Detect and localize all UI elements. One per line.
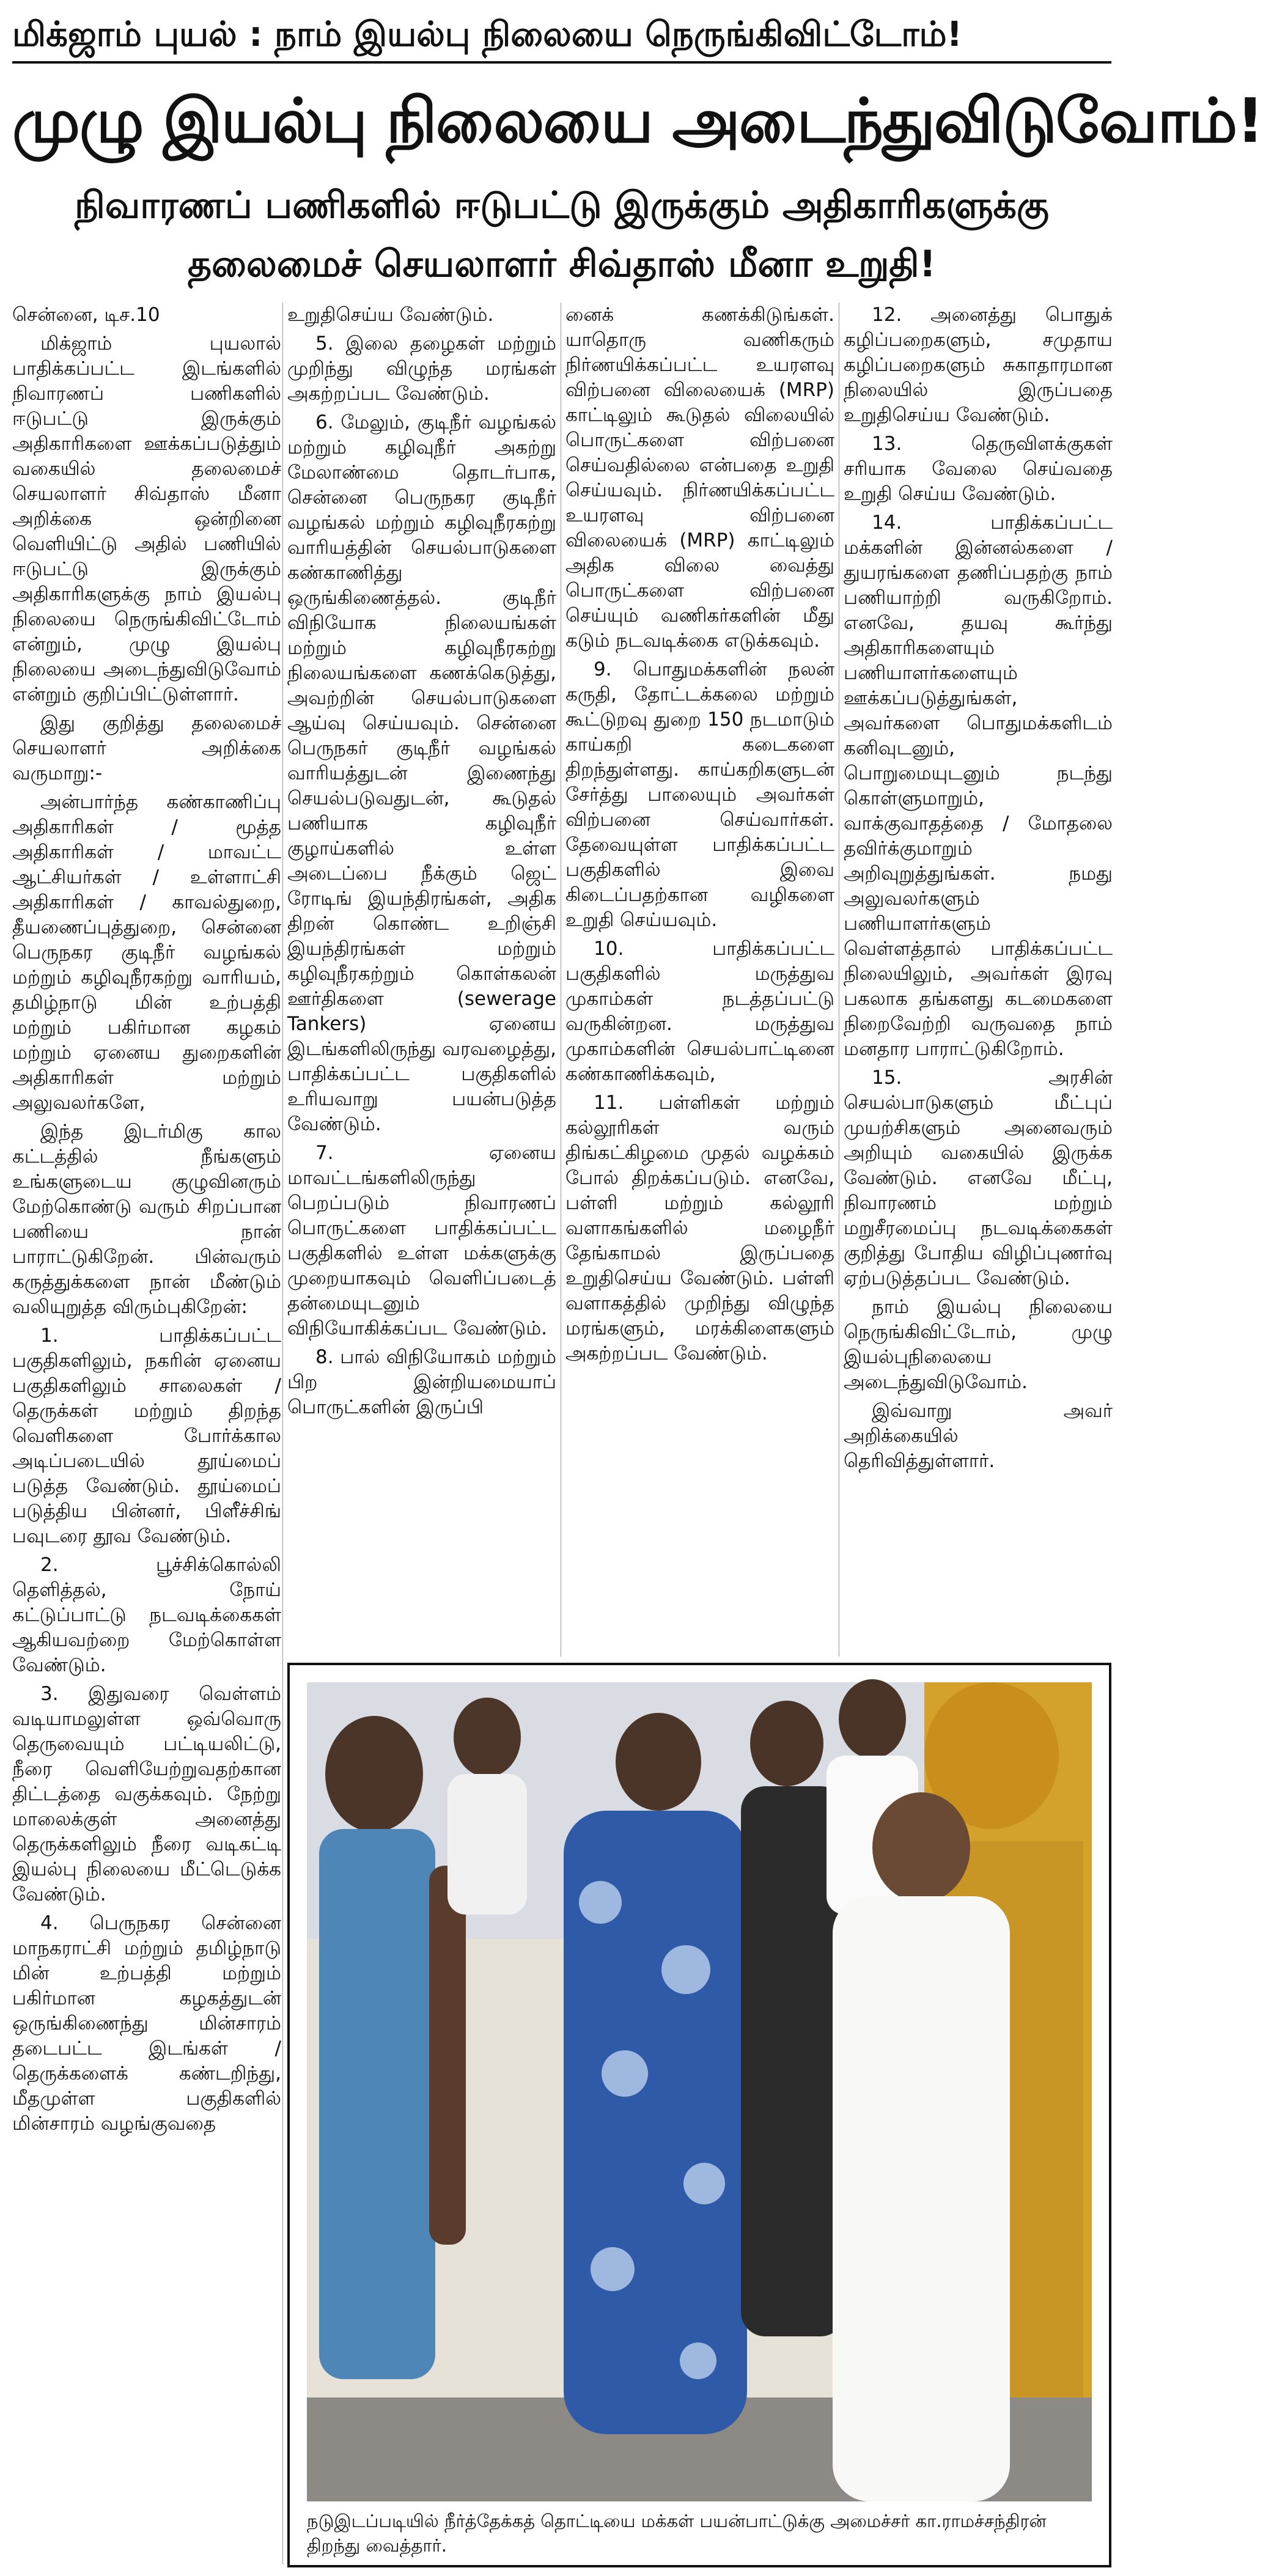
- kicker-headline: மிக்ஜாம் புயல் : நாம் இயல்பு நிலையை நெருங்கிவிட்டோம்!: [12, 9, 1111, 64]
- paragraph: நாம் இயல்பு நிலையை நெருங்கிவிட்டோம், முழு இயல்புநிலையை அடைந்துவிடுவோம்.: [844, 1296, 1113, 1393]
- paragraph: 6. மேலும், குடிநீர் வழங்கல் மற்றும் கழிவுநீர் அகற்று மேலாண்மை தொடர்பாக, சென்னை பெருநகர குடிநீர் வழங்கல் மற்றும் கழிவுநீரகற்று வாரியத்தின் செயல்பாடுகளை கண்காணித்து ஒருங்கிணைத்தல். குடிநீர் விநியோக நிலையங்கள் மற்றும் கழிவுநீரகற்று நிலையங்களை கணக்கெடுத்து, அவற்றின் செயல்பாடுகளை ஆய்வு செய்யவும். சென்னை பெருநகர் குடிநீர் வழங்கல் வாரியத்துடன் இணைந்து செயல்படுவதுடன், கூடுதல் பணியாக கழிவுநீர் குழாய்களில் உள்ள அடைப்பை நீக்கும் ஜெட் ரோடிங் இயந்திரங்கள், அதிக திறன் கொண்ட உறிஞ்சி இயந்திரங்கள் மற்றும் கழிவுநீரகற்றும் கொள்கலன் ஊர்திகளை (sewerage Tankers) ஏனைய இடங்களிலிருந்து வரவழைத்து, பாதிக்கப்பட்ட பகுதிகளில் உரியவாறு பயன்படுத்த வேண்டும்.: [287, 411, 556, 1135]
- column-rule: [282, 303, 283, 2564]
- article-column-2: [287, 303, 556, 1647]
- dateline: சென்னை, டிச.10: [12, 304, 160, 326]
- article-column-1: [12, 303, 281, 2558]
- paragraph: 7. ஏனைய மாவட்டங்களிலிருந்து பெறப்படும் நிவாரணப் பொருட்களை பாதிக்கப்பட்ட பகுதிகளில் உள்ள மக்களுக்கு முறையாகவும் வெளிப்படைத் தன்மையுடனும் விநியோகிக்கப்பட வேண்டும்.: [287, 1142, 556, 1339]
- subhead-line-1: நிவாரணப் பணிகளில் ஈடுபட்டு இருக்கும் அதிகாரிகளுக்கு: [75, 184, 1049, 227]
- paragraph: உறுதிசெய்ய வேண்டும்.: [287, 304, 494, 326]
- paragraph: அன்பார்ந்த கண்காணிப்பு அதிகாரிகள் / மூத்த அதிகாரிகள் / மாவட்ட ஆட்சியர்கள் / உள்ளாட்சி அதிகாரிகள் / காவல்துறை, தீயணைப்புத்துறை, சென்னை பெருநகர குடிநீர் வழங்கல் மற்றும் கழிவுநீரகற்று வாரியம், தமிழ்நாடு மின் உற்பத்தி மற்றும் பகிர்மான கழகம் மற்றும் ஏனைய துறைகளின் அதிகாரிகள் மற்றும் அலுவலர்களே,: [12, 791, 281, 1114]
- paragraph: 13. தெருவிளக்குகள் சரியாக வேலை செய்வதை உறுதி செய்ய வேண்டும்.: [844, 433, 1113, 505]
- paragraph: 15. அரசின் செயல்பாடுகளும் மீட்புப் முயற்சிகளும் அனைவரும் அறியும் வகையில் இருக்க வேண்டும். எனவே மீட்பு, நிவாரணம் மற்றும் மறுசீரமைப்பு நடவடிக்கைகள் குறித்து போதிய விழிப்புணர்வு ஏற்படுத்தப்பட வேண்டும்.: [844, 1067, 1113, 1289]
- paragraph: 2. பூச்சிக்கொல்லி தெளித்தல், நோய் கட்டுப்பாட்டு நடவடிக்கைகள் ஆகியவற்றை மேற்கொள்ள வேண்டும்.: [12, 1554, 281, 1676]
- paragraph: னைக் கணக்கிடுங்கள். யாதொரு வணிகரும் நிர்ணயிக்கப்பட்ட உயரளவு விற்பனை விலையைக் (MRP) காட்டிலும் கூடுதல் விலையில் பொருட்களை விற்பனை செய்வதில்லை என்பதை உறுதி செய்யவும். நிர்ணயிக்கப்பட்ட உயரளவு விற்பனை விலையைக் (MRP) காட்டிலும் அதிக விலை வைத்து பொருட்களை விற்பனை செய்யும் வணிகர்களின் மீது கடும் நடவடிக்கை எடுக்கவும்.: [565, 304, 834, 652]
- paragraph: 9. பொதுமக்களின் நலன் கருதி, தோட்டக்கலை மற்றும் கூட்டுறவு துறை 150 நடமாடும் காய்கறி கடைகளை திறந்துள்ளது. காய்கறிகளுடன் சேர்த்து பாலையும் அவர்கள் விற்பனை செய்வார்கள். தேவையுள்ள பாதிக்கப்பட்ட பகுதிகளில் இவை கிடைப்பதற்கான வழிகளை உறுதி செய்யவும்.: [565, 658, 834, 931]
- subhead-line-2: தலைமைச் செயலாளர் சிவ்தாஸ் மீனா உறுதி!: [188, 243, 936, 285]
- paragraph: 10. பாதிக்கப்பட்ட பகுதிகளில் மருத்துவ முகாம்கள் நடத்தப்பட்டு வருகின்றன. மருத்துவ முகாம்களின் செயல்பாட்டினை கண்காணிக்கவும்,: [565, 938, 834, 1085]
- main-headline: முழு இயல்பு நிலையை அடைந்துவிடுவோம்!: [12, 85, 1263, 156]
- article-column-4: [844, 303, 1113, 1647]
- paragraph: இது குறித்து தலைமைச் செயலாளர் அறிக்கை வருமாறு:-: [12, 712, 281, 784]
- news-photo: [307, 1682, 1092, 2501]
- paragraph: 4. பெருநகர சென்னை மாநகராட்சி மற்றும் தமிழ்நாடு மின் உற்பத்தி மற்றும் பகிர்மான கழகத்துடன் ஒருங்கிணைந்து மின்சாரம் தடைபட்ட இடங்கள் / தெருக்களைக் கண்டறிந்து, மீதமுள்ள பகுதிகளில் மின்சாரம் வழங்குவதை: [12, 1912, 281, 2135]
- paragraph: இவ்வாறு அவர் அறிக்கையில் தெரிவித்துள்ளார்.: [844, 1400, 1113, 1472]
- paragraph: இந்த இடர்மிகு கால கட்டத்தில் நீங்களும் உங்களுடைய குழுவினரும் மேற்கொண்டு வரும் சிறப்பான பணியை நான் பாராட்டுகிறேன். பின்வரும் கருத்துக்களை நான் மீண்டும் வலியுறுத்த விரும்புகிறேன்:: [12, 1121, 281, 1318]
- article-column-3: [565, 303, 834, 1647]
- paragraph: 3. இதுவரை வெள்ளம் வடியாமலுள்ள ஒவ்வொரு தெருவையும் பட்டியலிட்டு, நீரை வெளியேற்றுவதற்கான திட்டத்தை வகுக்கவும். நேற்று மாலைக்குள் அனைத்து தெருக்களிலும் நீரை வடிகட்டி இயல்பு நிலையை மீட்டெடுக்க வேண்டும்.: [12, 1683, 281, 1905]
- photo-box: [287, 1663, 1111, 2567]
- paragraph: 1. பாதிக்கப்பட்ட பகுதிகளிலும், நகரின் ஏனைய பகுதிகளிலும் சாலைகள் / தெருக்கள் மற்றும் திறந்த வெளிகளை போர்க்கால அடிப்படையில் தூய்மைப் படுத்த வேண்டும். தூய்மைப் படுத்திய பின்னர், பிளீச்சிங் பவுடரை தூவ வேண்டும்.: [12, 1325, 281, 1547]
- paragraph: 11. பள்ளிகள் மற்றும் கல்லூரிகள் வரும் திங்கட்கிழமை முதல் வழக்கம் போல் திறக்கப்படும். எனவே, பள்ளி மற்றும் கல்லூரி வளாகங்களில் மழைநீர் தேங்காமல் இருப்பதை உறுதிசெய்ய வேண்டும். பள்ளி வளாகத்தில் முறிந்து விழுந்த மரங்களும், மரக்கிளைகளும் அகற்றப்பட வேண்டும்.: [565, 1092, 834, 1364]
- subheadline: [12, 176, 1111, 298]
- photo-caption: நடுஇடப்படியில் நீர்த்தேக்கத் தொட்டியை மக்கள் பயன்பாட்டுக்கு அமைச்சர் கா.ராமச்சந்திரன் திறந்து வைத்தார்.: [307, 2511, 1047, 2556]
- paragraph: மிக்ஜாம் புயலால் பாதிக்கப்பட்ட இடங்களில் நிவாரணப் பணிகளில் ஈடுபட்டு இருக்கும் அதிகாரிகளை ஊக்கப்படுத்தும் வகையில் தலைமைச் செயலாளர் சிவ்தாஸ் மீனா அறிக்கை ஒன்றினை வெளியிட்டு அதில் பணியில் ஈடுபட்டு இருக்கும் அதிகாரிகளுக்கு நாம் இயல்பு நிலையை நெருங்கிவிட்டோம் என்றும், முழு இயல்பு நிலையை அடைந்துவிடுவோம் என்றும் குறிப்பிட்டுள்ளார்.: [12, 333, 281, 705]
- paragraph: 14. பாதிக்கப்பட்ட மக்களின் இன்னல்களை / துயரங்களை தணிப்பதற்கு நாம் பணியாற்றி வருகிறோம். எனவே, தயவு கூர்ந்து அதிகாரிகளையும் பணியாளர்களையும் ஊக்கப்படுத்துங்கள், அவர்களை பொதுமக்களிடம் கனிவுடனும், பொறுமையுடனும் நடந்து கொள்ளுமாறும், வாக்குவாதத்தை / மோதலை தவிர்க்குமாறும் அறிவுறுத்துங்கள். நமது அலுவலர்களும் பணியாளர்களும் வெள்ளத்தால் பாதிக்கப்பட்ட நிலையிலும், அவர்கள் இரவு பகலாக தங்களது கடமைகளை நிறைவேற்றி வருவதை நாம் மனதார பாராட்டுகிறோம்.: [844, 512, 1113, 1060]
- paragraph: 8. பால் விநியோகம் மற்றும் பிற இன்றியமையாப் பொருட்களின் இருப்பி: [287, 1346, 556, 1418]
- paragraph: 5. இலை தழைகள் மற்றும் முறிந்து விழுந்த மரங்கள் அகற்றப்பட வேண்டும்.: [287, 333, 556, 405]
- paragraph: 12. அனைத்து பொதுக் கழிப்பறைகளும், சமுதாய கழிப்பறைகளும் சுகாதாரமான நிலையில் இருப்பதை உறுதிசெய்ய வேண்டும்.: [844, 304, 1113, 426]
- news-photo-illustration: [307, 1682, 1092, 2501]
